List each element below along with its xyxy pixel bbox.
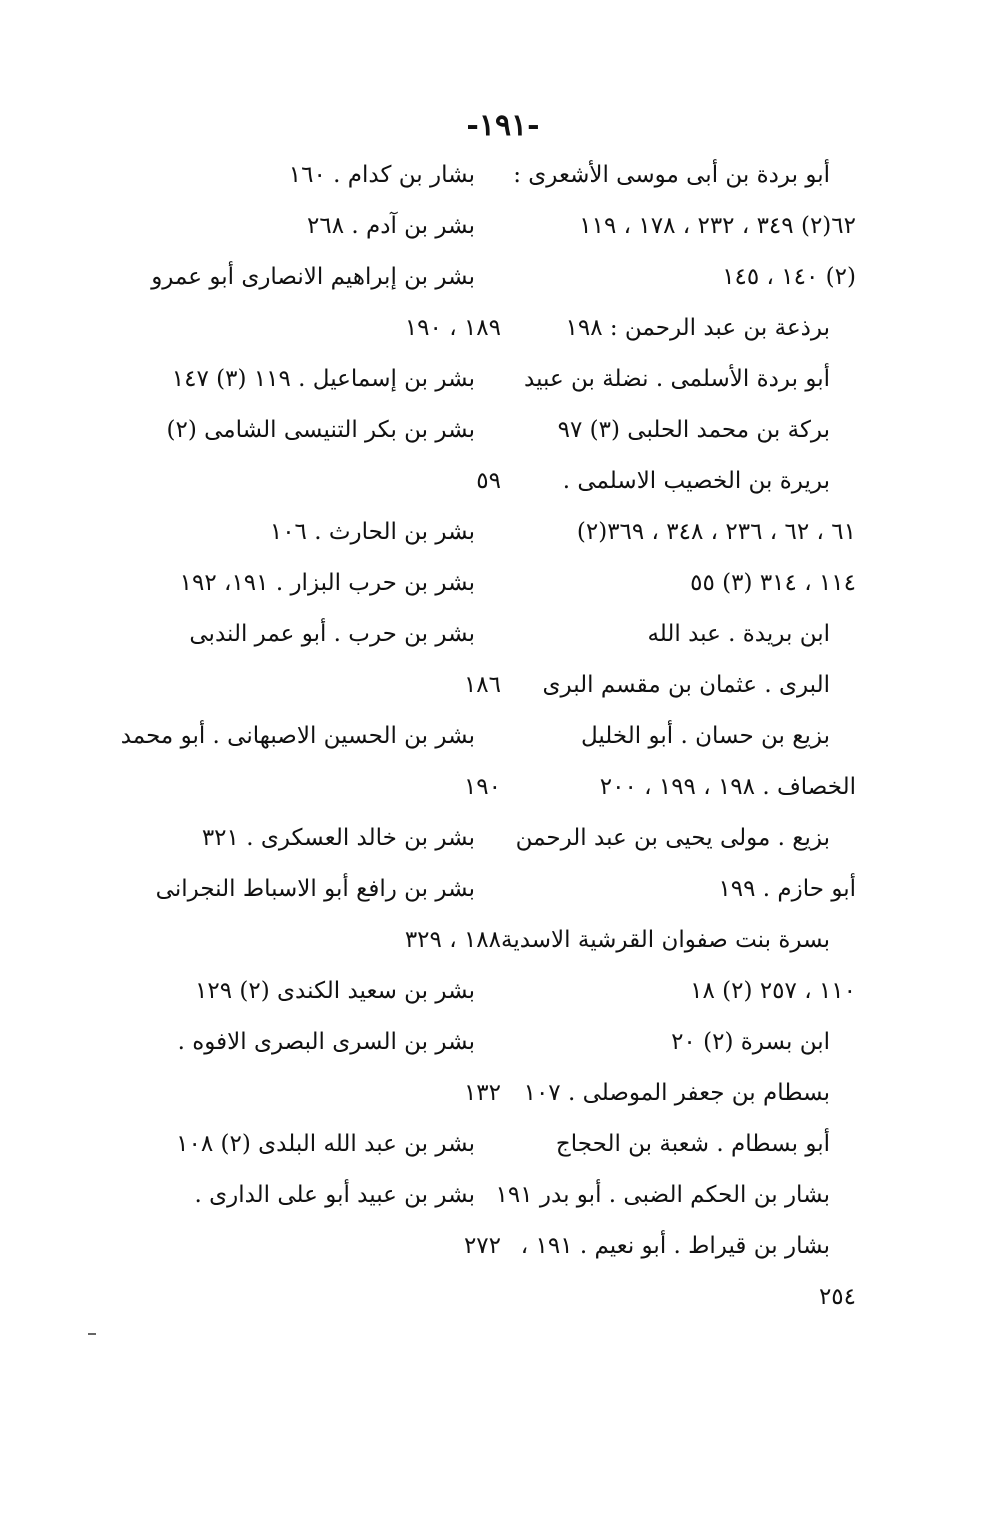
index-entry-line: ١٨٦ xyxy=(463,672,501,698)
index-entry-line: بشر بن حرب . أبو عمر الندبى xyxy=(189,621,475,647)
index-entry-line: ١٩٠ xyxy=(463,774,501,800)
scan-speck xyxy=(88,1333,96,1335)
index-entry-line: بشر بن الحسين الاصبهانى . أبو محمد xyxy=(120,723,475,749)
index-entry-line: ٥٩ xyxy=(476,468,501,494)
index-entry-line: الخصاف . ١٩٨ ، ١٩٩ ، ٢٠٠ xyxy=(599,774,856,800)
index-entry-line: بشار بن كدام . ١٦٠ xyxy=(288,162,475,188)
index-entry-line: ٦١ ، ٦٢ ، ٢٣٦ ، ٣٤٨ ، ٣٦٩(٢) xyxy=(576,519,856,545)
index-entry-line: أبو بسطام . شعبة بن الحجاج xyxy=(555,1131,830,1157)
index-entry-line: بشر بن رافع أبو الاسباط النجرانى xyxy=(155,876,475,902)
index-entry-line: بزيع بن حسان . أبو الخليل xyxy=(580,723,830,749)
index-entry-line: بشار بن الحكم الضبى . أبو بدر ١٩١ xyxy=(495,1182,830,1208)
index-entry-line: أبو حازم . ١٩٩ xyxy=(718,876,856,902)
index-entry-line: بشر بن آدم . ٢٦٨ xyxy=(306,213,475,239)
index-entry-line: بشر بن سعيد الكندى (٢) ١٢٩ xyxy=(195,978,475,1004)
index-entry-line: البرى . عثمان بن مقسم البرى xyxy=(542,672,830,698)
index-entry-line: ابن بريدة . عبد الله xyxy=(647,621,830,647)
index-entry-line: بزيع . مولى يحيى بن عبد الرحمن xyxy=(515,825,830,851)
index-entry-line: ٦٢(٢) ٣٤٩ ، ٢٣٢ ، ١٧٨ ، ١١٩ xyxy=(579,213,856,239)
index-entry-line: بريرة بن الخصيب الاسلمى . xyxy=(562,468,830,494)
index-entry-line: بشر بن عبيد أبو على الدارى . xyxy=(194,1182,475,1208)
index-entry-line: (٢) ١٤٠ ، ١٤٥ xyxy=(722,264,856,290)
index-entry-line: ١١٠ ، ٢٥٧ (٢) ١٨ xyxy=(690,978,856,1004)
index-entry-line: بشر بن بكر التنيسى الشامى (٢) xyxy=(166,417,475,443)
index-entry-line: بشر بن عبد الله البلدى (٢) ١٠٨ xyxy=(176,1131,475,1157)
index-entry-line: بركة بن محمد الحلبى (٣) ٩٧ xyxy=(557,417,830,443)
index-entry-line: ١٨٩ ، ١٩٠ xyxy=(404,315,501,341)
index-entry-line: ٢٥٤ xyxy=(818,1284,856,1310)
index-entry-line: ١٨٨ ، ٣٢٩ xyxy=(404,927,501,953)
index-column-right xyxy=(495,150,856,1323)
index-entry-line: ١٣٢ xyxy=(463,1080,501,1106)
index-entry-line: برذعة بن عبد الرحمن : ١٩٨ xyxy=(565,315,830,341)
index-entry-line: بشر بن السرى البصرى الافوه . xyxy=(177,1029,475,1055)
index-entry-line: بشار بن قيراط . أبو نعيم . ١٩١ ، xyxy=(520,1233,830,1259)
index-entry-line: بسطام بن جعفر الموصلى . ١٠٧ xyxy=(523,1080,830,1106)
index-column-left xyxy=(120,150,501,1272)
index-entry-line: بشر بن الحارث . ١٠٦ xyxy=(269,519,475,545)
index-entry-line: بشر بن حرب البزار . ١٩١، ١٩٢ xyxy=(179,570,475,596)
index-entry-line: ٢٧٢ xyxy=(463,1233,501,1259)
index-entry-line: ١١٤ ، ٣١٤ (٣) ٥٥ xyxy=(690,570,856,596)
index-entry-line: ابن بسرة (٢) ٢٠ xyxy=(671,1029,830,1055)
index-entry-line: بسرة بنت صفوان القرشية الاسدية xyxy=(500,927,830,953)
index-entry-line: أبو بردة الأسلمى . نضلة بن عبيد xyxy=(524,366,830,392)
index-entry-line: بشر بن إسماعيل . ١١٩ (٣) ١٤٧ xyxy=(171,366,475,392)
index-entry-line: بشر بن خالد العسكرى . ٣٢١ xyxy=(201,825,475,851)
page-number: -١٩١- xyxy=(466,108,540,143)
index-entry-line: بشر بن إبراهيم الانصارى أبو عمرو xyxy=(151,264,475,290)
index-entry-line: أبو بردة بن أبى موسى الأشعرى : xyxy=(513,162,830,188)
